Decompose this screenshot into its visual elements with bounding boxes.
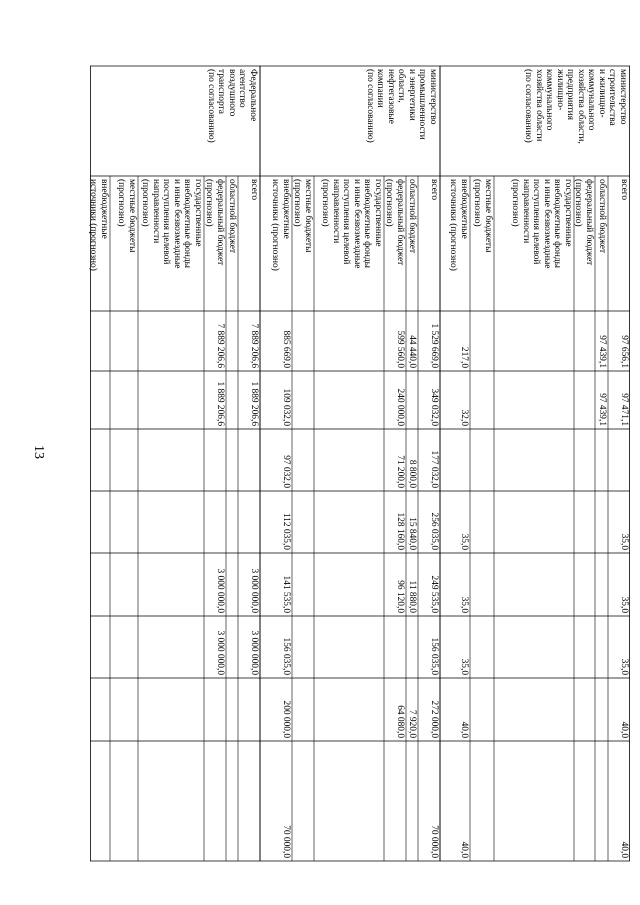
source-label: областной бюджет <box>597 179 607 254</box>
value-cell <box>393 743 405 858</box>
value-cell: 1 529 669,0 <box>429 323 439 368</box>
value-cell <box>393 618 405 675</box>
value-cell <box>481 373 493 426</box>
value-cell <box>582 680 594 738</box>
value-cell: 97 032,0 <box>281 455 291 488</box>
value-cell <box>405 373 417 426</box>
value-cell <box>225 680 237 738</box>
value-cell <box>125 618 137 675</box>
source-label: федеральный бюджет (прогнозно) <box>573 179 594 266</box>
value-cell: 70 000,0 <box>281 825 291 858</box>
value-cell <box>371 680 383 738</box>
financing-table <box>90 66 630 861</box>
value-cell: 885 669,0 <box>281 330 291 368</box>
value-cell: 272 000,0 <box>429 700 439 738</box>
value-cell <box>213 431 225 488</box>
value-cell: 97 471,1 <box>619 393 629 426</box>
value-cell: 70 000,0 <box>429 825 439 858</box>
value-cell <box>97 555 109 613</box>
value-cell: 35,0 <box>459 658 469 675</box>
value-cell: 112 035,0 <box>281 512 291 550</box>
value-cell <box>405 618 417 675</box>
value-cell <box>191 618 203 675</box>
value-cell <box>97 493 109 550</box>
value-cell <box>301 313 313 368</box>
source-label: всего <box>249 179 259 201</box>
value-cell: 217,0 <box>459 346 469 368</box>
value-cell <box>97 431 109 488</box>
value-cell: 156 035,0 <box>281 637 291 675</box>
value-cell <box>371 431 383 488</box>
value-cell: 349 032,0 <box>429 388 439 426</box>
value-cell <box>481 618 493 675</box>
value-cell <box>225 493 237 550</box>
value-cell <box>247 493 259 550</box>
value-cell <box>213 743 225 858</box>
value-cell <box>595 743 607 858</box>
value-cell <box>582 555 594 613</box>
value-cell <box>247 431 259 488</box>
value-cell: 40,0 <box>459 841 469 858</box>
value-cell: 71 200,0 <box>395 455 405 488</box>
value-cell: 96 120,0 <box>395 580 405 613</box>
value-cell <box>561 373 573 426</box>
source-label: всего <box>429 179 439 201</box>
value-cell <box>191 555 203 613</box>
value-cell <box>301 555 313 613</box>
value-cell: 240 000,0 <box>395 388 405 426</box>
value-cell: 35,0 <box>459 596 469 613</box>
value-cell: 15 840,0 <box>407 517 417 550</box>
organization-cell: министерство строительства и жилищно- коммунального хозяйства области, предприятия жилищно- коммунального хозяйства области (по согласованию) <box>523 69 628 144</box>
value-cell <box>301 493 313 550</box>
value-cell: 8 800,0 <box>407 459 417 488</box>
value-cell <box>301 680 313 738</box>
value-cell: 40,0 <box>459 721 469 738</box>
source-label: местные бюджеты (прогнозно) <box>472 179 493 253</box>
value-cell <box>125 373 137 426</box>
value-cell <box>457 431 469 488</box>
value-cell <box>247 743 259 858</box>
value-cell <box>125 743 137 858</box>
source-label: областной бюджет <box>407 179 417 254</box>
page-number: 13 <box>31 445 46 459</box>
organization-cell: министерство промышленности и энергетики области, нефтегазовые компании (по согласованию) <box>364 69 438 143</box>
value-cell <box>97 618 109 675</box>
value-cell <box>582 431 594 488</box>
value-cell: 3 000 000,0 <box>249 568 259 613</box>
value-cell: 97 439,1 <box>597 335 607 368</box>
value-cell <box>582 313 594 368</box>
organization-cell: Федеральное агентство воздушного транспорта (по согласованию) <box>205 69 258 143</box>
value-cell <box>247 680 259 738</box>
value-cell <box>371 373 383 426</box>
source-label: государственные внебюджетные фонды и иные безвозмездные поступления целевой направленности (прогнозно) <box>140 179 203 269</box>
value-cell: 7 889 206,6 <box>215 323 225 368</box>
source-label: всего <box>619 179 629 201</box>
value-cell <box>97 680 109 738</box>
value-cell: 64 080,0 <box>395 705 405 738</box>
value-cell <box>301 618 313 675</box>
value-cell <box>405 743 417 858</box>
value-cell <box>97 743 109 858</box>
value-cell <box>191 493 203 550</box>
source-label: внебюджетные источники (прогнозно) <box>448 179 469 271</box>
value-cell <box>225 743 237 858</box>
value-cell: 1 889 206,6 <box>215 381 225 426</box>
value-cell <box>191 373 203 426</box>
table-container <box>90 66 630 861</box>
value-cell <box>582 743 594 858</box>
value-cell <box>595 555 607 613</box>
value-cell <box>225 373 237 426</box>
value-cell: 32,0 <box>459 409 469 426</box>
value-cell <box>97 313 109 368</box>
value-cell: 40,0 <box>619 721 629 738</box>
value-cell <box>125 313 137 368</box>
value-cell: 40,0 <box>619 841 629 858</box>
value-cell <box>595 680 607 738</box>
value-cell <box>561 618 573 675</box>
value-cell <box>582 373 594 426</box>
source-label: государственные внебюджетные фонды и иные безвозмездные поступления целевой направленности (прогнозно) <box>320 179 383 269</box>
value-cell: 7 889 206,6 <box>249 323 259 368</box>
value-cell: 249 535,0 <box>429 575 439 613</box>
value-cell <box>582 493 594 550</box>
value-cell: 109 032,0 <box>281 388 291 426</box>
value-cell: 44 440,0 <box>407 335 417 368</box>
value-cell: 141 535,0 <box>281 575 291 613</box>
value-cell <box>561 313 573 368</box>
value-cell <box>617 431 629 488</box>
value-cell <box>595 493 607 550</box>
value-cell <box>371 493 383 550</box>
value-cell: 3 000 000,0 <box>215 630 225 675</box>
source-label: федеральный бюджет (прогнозно) <box>384 179 405 266</box>
value-cell <box>301 373 313 426</box>
value-cell <box>561 555 573 613</box>
value-cell <box>561 680 573 738</box>
value-cell <box>371 555 383 613</box>
value-cell: 599 560,0 <box>395 330 405 368</box>
value-cell <box>481 680 493 738</box>
value-cell: 35,0 <box>459 533 469 550</box>
source-label: государственные внебюджетные фонды и иные безвозмездные поступления целевой направленности (прогнозно) <box>510 179 573 269</box>
value-cell <box>481 313 493 368</box>
value-cell: 128 160,0 <box>395 512 405 550</box>
source-label: федеральный бюджет (прогнозно) <box>204 179 225 266</box>
value-cell <box>481 555 493 613</box>
value-cell <box>582 618 594 675</box>
value-cell <box>225 555 237 613</box>
value-cell: 7 920,0 <box>407 709 417 738</box>
value-cell: 11 880,0 <box>407 580 417 613</box>
source-label: внебюджетные источники (прогнозно) <box>88 179 109 271</box>
value-cell <box>481 743 493 858</box>
value-cell <box>561 743 573 858</box>
value-cell <box>125 555 137 613</box>
value-cell <box>561 431 573 488</box>
value-cell: 256 035,0 <box>429 512 439 550</box>
value-cell: 3 000 000,0 <box>215 568 225 613</box>
value-cell <box>225 431 237 488</box>
value-cell <box>371 313 383 368</box>
source-label: областной бюджет <box>227 179 237 254</box>
value-cell: 35,0 <box>619 596 629 613</box>
value-cell <box>125 680 137 738</box>
value-cell <box>301 743 313 858</box>
value-cell: 200 000,0 <box>281 700 291 738</box>
value-cell <box>125 431 137 488</box>
source-label: местные бюджеты (прогнозно) <box>292 179 313 253</box>
value-cell <box>595 431 607 488</box>
value-cell <box>225 618 237 675</box>
value-cell <box>481 493 493 550</box>
value-cell: 1 889 206,6 <box>249 381 259 426</box>
value-cell <box>213 680 225 738</box>
value-cell <box>301 431 313 488</box>
source-label: местные бюджеты (прогнозно) <box>116 179 137 253</box>
value-cell <box>225 313 237 368</box>
source-label: внебюджетные источники (прогнозно) <box>270 179 291 271</box>
value-cell <box>595 618 607 675</box>
value-cell <box>481 431 493 488</box>
value-cell: 3 000 000,0 <box>249 630 259 675</box>
value-cell <box>561 493 573 550</box>
value-cell <box>97 373 109 426</box>
value-cell: 97 656,1 <box>619 335 629 368</box>
value-cell: 177 032,0 <box>429 450 439 488</box>
value-cell: 156 035,0 <box>429 637 439 675</box>
value-cell <box>191 431 203 488</box>
value-cell: 97 439,1 <box>597 393 607 426</box>
value-cell <box>191 680 203 738</box>
value-cell <box>125 493 137 550</box>
value-cell: 35,0 <box>619 533 629 550</box>
value-cell: 35,0 <box>619 658 629 675</box>
value-cell <box>371 743 383 858</box>
value-cell <box>213 493 225 550</box>
value-cell <box>191 313 203 368</box>
value-cell <box>371 618 383 675</box>
value-cell <box>191 743 203 858</box>
